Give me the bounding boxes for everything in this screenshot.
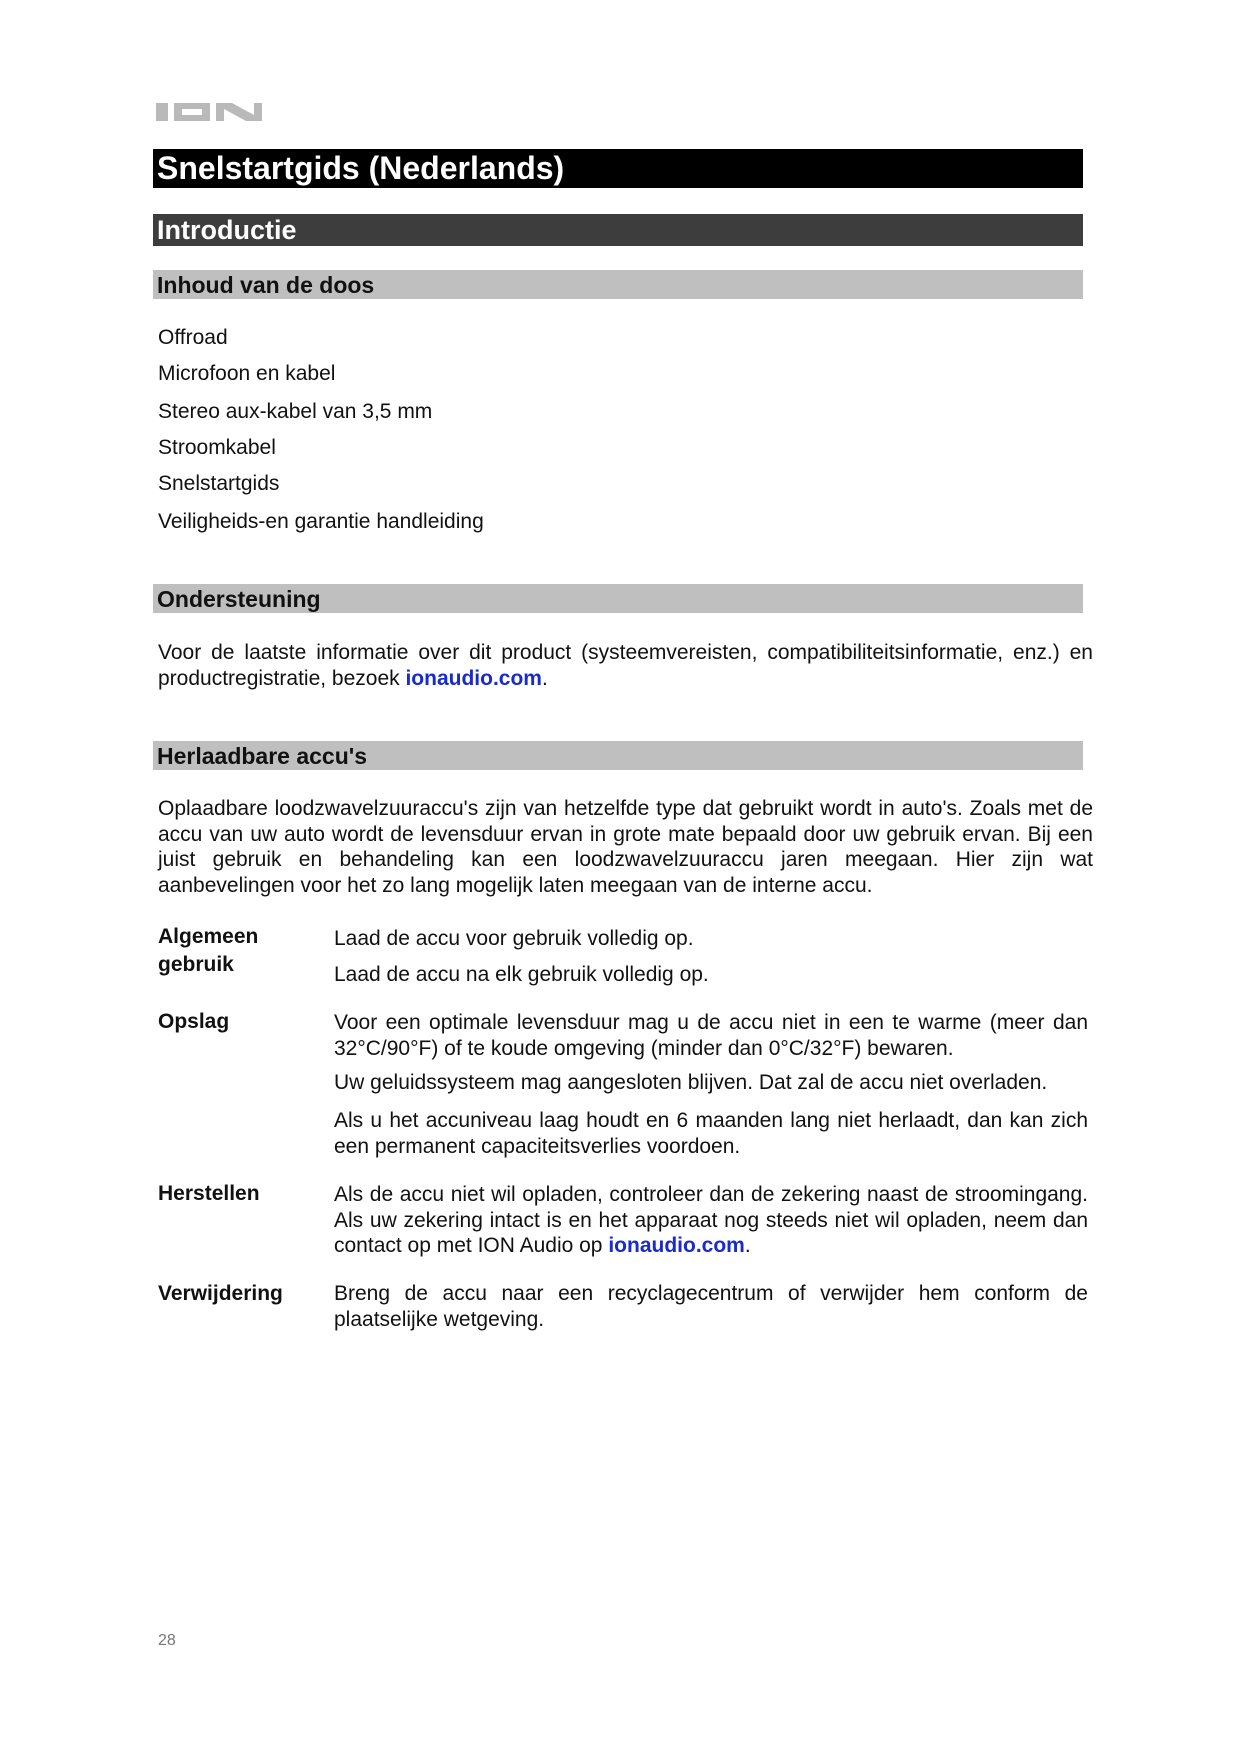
support-link[interactable]: ionaudio.com [405, 666, 542, 690]
ion-logo [156, 101, 262, 123]
def-restore [334, 1182, 1088, 1259]
term-general-use [158, 923, 328, 979]
def-storage-3: Als u het accuniveau laag houdt en 6 maanden lang niet herlaadt, dan kan zich een permanent capaciteitsverlies voordoen. [334, 1109, 1088, 1158]
list-item: Offroad [158, 326, 228, 349]
subheading-batteries: Herlaadbare accu's [153, 741, 1083, 770]
support-text-end: . [541, 666, 548, 690]
def-storage-1: Voor een optimale levensduur mag u de accu niet in een te warme (meer dan 32°C/90°F) of te koude omgeving (minder dan 0°C/32°F) bewaren. [334, 1011, 1088, 1060]
restore-text: Als de accu niet wil opladen, controleer dan de zekering naast de stroomingang. Als uw zekering intact is en het apparaat nog steeds niet wil opladen, neem dan contact op met ION Audio op [334, 1183, 1088, 1257]
def-disposal: Breng de accu naar een recyclagecentrum of verwijder hem conform de plaatselijke wetgeving. [334, 1282, 1088, 1331]
def-general-2: Laad de accu na elk gebruik volledig op. [334, 963, 709, 986]
term-restore: Herstellen [158, 1182, 260, 1205]
list-item: Stereo aux-kabel van 3,5 mm [158, 400, 433, 423]
list-item: Snelstartgids [158, 472, 280, 495]
batteries-intro: Oplaadbare loodzwavelzuuraccu's zijn van hetzelfde type dat gebruikt wordt in auto's. Zoals met de accu van uw auto wordt de levensduur ervan in grote mate bepaald door uw gebruik ervan. Bij een juist gebruik en behandeling kan een loodzwavelzuuraccu jaren meegaan. Hier zijn wat aanbevelingen voor het zo lang mogelijk laten meegaan van de interne accu. [158, 797, 1093, 897]
list-item: Veiligheids-en garantie handleiding [158, 510, 484, 533]
term-general-line2: gebruik [158, 953, 234, 976]
page-title: Snelstartgids (Nederlands) [153, 149, 1083, 188]
restore-text-end: . [744, 1234, 751, 1257]
term-general-line1: Algemeen [158, 925, 259, 948]
support-paragraph [158, 640, 1093, 691]
support-text: Voor de laatste informatie over dit product (systeemvereisten, compatibiliteitsinformatie, enz.) en productregistratie, bezoek [158, 641, 1093, 690]
term-storage: Opslag [158, 1010, 230, 1033]
def-storage-2: Uw geluidssysteem mag aangesloten blijven. Dat zal de accu niet overladen. [334, 1071, 1048, 1094]
list-item: Stroomkabel [158, 436, 276, 459]
def-general-1: Laad de accu voor gebruik volledig op. [334, 927, 694, 950]
page-number: 28 [158, 1632, 176, 1649]
restore-link[interactable]: ionaudio.com [608, 1234, 745, 1257]
section-heading-intro: Introductie [153, 214, 1083, 246]
subheading-box-contents: Inhoud van de doos [153, 270, 1083, 299]
term-disposal: Verwijdering [158, 1282, 283, 1305]
subheading-support: Ondersteuning [153, 584, 1083, 613]
list-item: Microfoon en kabel [158, 362, 336, 385]
